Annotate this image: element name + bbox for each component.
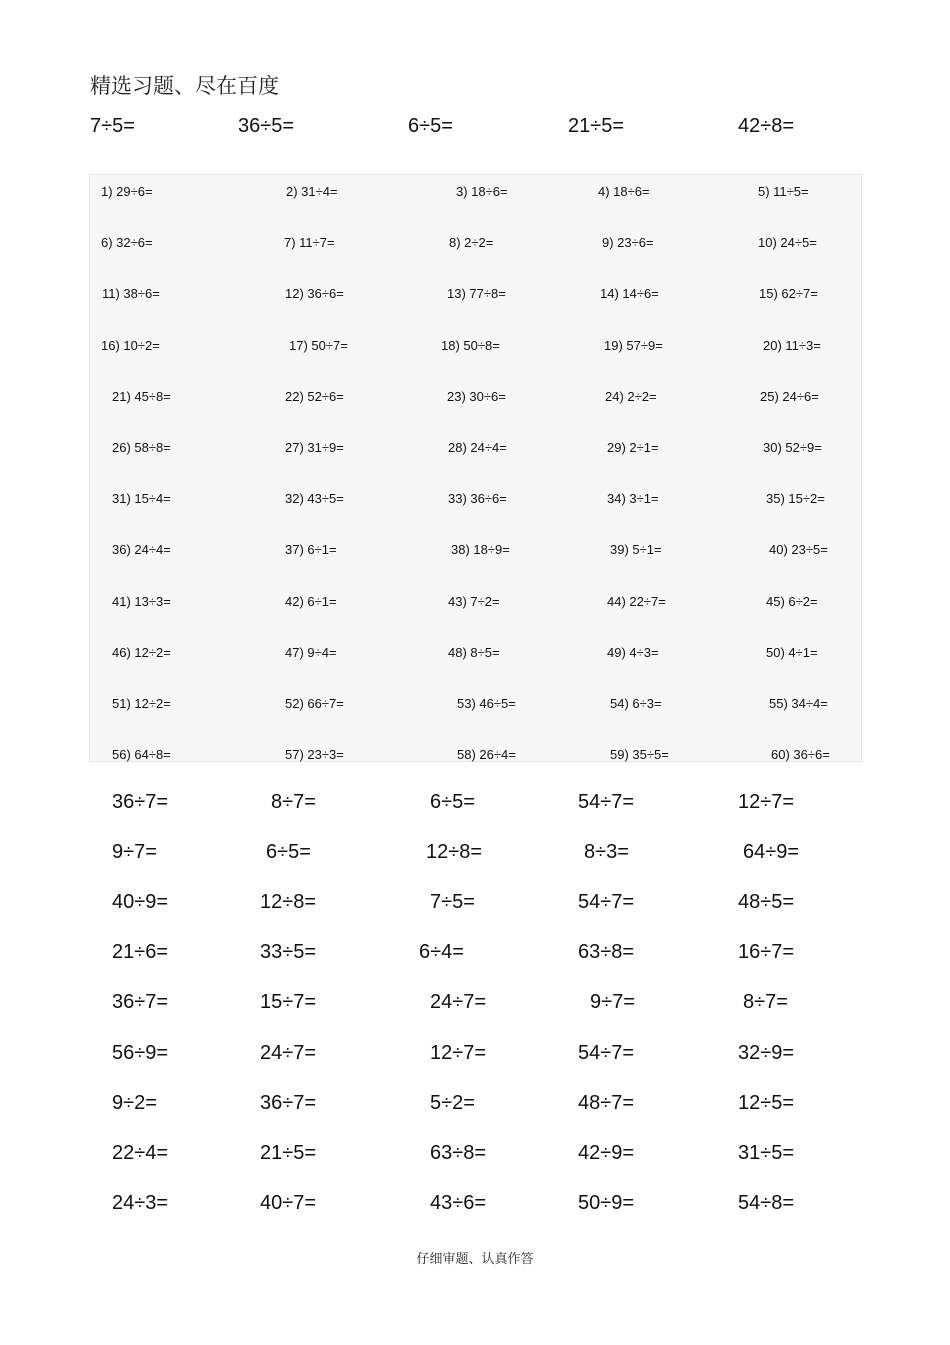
practice-problem: 56÷9=	[112, 1041, 169, 1064]
practice-problem: 36÷7=	[112, 991, 169, 1014]
practice-problem: 9÷7=	[590, 991, 635, 1014]
numbered-problem: 27) 31÷9=	[285, 440, 344, 455]
numbered-problem: 40) 23÷5=	[769, 542, 828, 558]
top-problem: 6÷5=	[408, 115, 453, 137]
practice-problem: 24÷3=	[112, 1191, 169, 1214]
practice-problem: 63÷8=	[430, 1141, 487, 1164]
practice-problem: 9÷7=	[112, 841, 157, 864]
numbered-problem: 2) 31÷4=	[286, 184, 338, 199]
practice-problem: 12÷7=	[430, 1041, 487, 1064]
numbered-problem: 59) 35÷5=	[610, 747, 669, 763]
top-problem: 21÷5=	[568, 115, 625, 137]
page-footer: 仔细审题、认真作答	[416, 1252, 534, 1267]
practice-problem: 48÷5=	[738, 891, 795, 914]
numbered-problem: 7) 11÷7=	[284, 235, 335, 251]
numbered-problem: 14) 14÷6=	[600, 286, 659, 302]
top-problem: 7÷5=	[90, 115, 135, 137]
numbered-problem: 53) 46÷5=	[457, 696, 516, 711]
practice-problem: 54÷7=	[578, 891, 635, 914]
numbered-problem: 29) 2÷1=	[607, 440, 659, 455]
numbered-problem: 28) 24÷4=	[448, 440, 507, 455]
top-problem: 42÷8=	[738, 115, 795, 137]
practice-problem: 15÷7=	[260, 991, 317, 1014]
numbered-problem: 11) 38÷6=	[102, 286, 160, 302]
numbered-problem: 36) 24÷4=	[112, 542, 171, 558]
numbered-problem: 38) 18÷9=	[451, 542, 510, 558]
practice-problem: 42÷9=	[578, 1141, 635, 1164]
practice-problem: 31÷5=	[738, 1141, 795, 1164]
numbered-problem: 13) 77÷8=	[447, 286, 506, 302]
numbered-problem: 58) 26÷4=	[457, 747, 516, 763]
numbered-problem: 39) 5÷1=	[610, 542, 662, 558]
numbered-problem: 55) 34÷4=	[769, 696, 828, 711]
numbered-problem: 31) 15÷4=	[112, 491, 171, 507]
practice-problem: 64÷9=	[743, 841, 800, 864]
numbered-problem: 45) 6÷2=	[766, 593, 818, 609]
numbered-problem: 22) 52÷6=	[285, 388, 344, 404]
practice-problem: 5÷2=	[430, 1091, 475, 1114]
numbered-problem: 8) 2÷2=	[449, 235, 494, 251]
numbered-problem: 3) 18÷6=	[456, 184, 508, 199]
practice-problem: 12÷5=	[738, 1091, 795, 1114]
numbered-problem: 37) 6÷1=	[285, 542, 337, 558]
numbered-problem: 43) 7÷2=	[448, 593, 500, 609]
numbered-problem: 46) 12÷2=	[112, 644, 171, 660]
practice-problem: 6÷4=	[419, 941, 464, 964]
numbered-problem: 42) 6÷1=	[285, 593, 337, 609]
numbered-problem: 52) 66÷7=	[285, 696, 344, 711]
numbered-problem: 60) 36÷6=	[771, 747, 830, 763]
practice-problem: 22÷4=	[112, 1141, 169, 1164]
practice-problem: 63÷8=	[578, 941, 635, 964]
numbered-problem: 41) 13÷3=	[112, 593, 171, 609]
practice-problem: 21÷6=	[112, 941, 169, 964]
page-title: 精选习题、尽在百度	[90, 74, 279, 98]
numbered-problem: 49) 4÷3=	[607, 644, 659, 660]
practice-problem: 8÷7=	[271, 791, 316, 813]
numbered-problem-grid	[89, 174, 862, 762]
practice-problem: 8÷7=	[743, 991, 788, 1014]
numbered-problem: 44) 22÷7=	[607, 593, 666, 609]
practice-problem: 43÷6=	[430, 1191, 487, 1214]
practice-problem: 40÷9=	[112, 891, 169, 914]
practice-problem: 21÷5=	[260, 1141, 317, 1164]
numbered-problem: 18) 50÷8=	[441, 337, 500, 353]
practice-problem: 54÷8=	[738, 1191, 795, 1214]
practice-problem: 16÷7=	[738, 941, 795, 964]
practice-problem: 50÷9=	[578, 1191, 635, 1214]
practice-problem: 36÷7=	[112, 791, 169, 813]
numbered-problem: 33) 36÷6=	[448, 491, 507, 507]
numbered-problem: 48) 8÷5=	[448, 644, 500, 660]
practice-problem: 12÷7=	[738, 791, 795, 813]
practice-problem: 6÷5=	[430, 791, 475, 813]
practice-problem: 12÷8=	[260, 891, 317, 914]
practice-problem: 33÷5=	[260, 941, 317, 964]
numbered-problem: 32) 43÷5=	[285, 491, 344, 507]
numbered-problem: 57) 23÷3=	[285, 747, 344, 763]
practice-problem: 32÷9=	[738, 1041, 795, 1064]
practice-problem: 9÷2=	[112, 1091, 157, 1114]
numbered-problem: 16) 10÷2=	[101, 337, 160, 353]
numbered-problem: 5) 11÷5=	[758, 184, 809, 199]
practice-problem: 48÷7=	[578, 1091, 635, 1114]
numbered-problem: 26) 58÷8=	[112, 440, 171, 455]
numbered-problem: 35) 15÷2=	[766, 491, 825, 507]
practice-problem: 7÷5=	[430, 891, 475, 914]
numbered-problem: 20) 11÷3=	[763, 337, 821, 353]
numbered-problem: 4) 18÷6=	[598, 184, 650, 199]
practice-problem: 8÷3=	[584, 841, 629, 864]
practice-problem: 24÷7=	[430, 991, 487, 1014]
numbered-problem: 23) 30÷6=	[447, 388, 506, 404]
practice-problem: 54÷7=	[578, 791, 635, 813]
practice-problem: 40÷7=	[260, 1191, 317, 1214]
practice-problem: 54÷7=	[578, 1041, 635, 1064]
numbered-problem: 34) 3÷1=	[607, 491, 659, 507]
numbered-problem: 56) 64÷8=	[112, 747, 171, 763]
numbered-problem: 1) 29÷6=	[101, 184, 153, 199]
numbered-problem: 17) 50÷7=	[289, 337, 348, 353]
numbered-problem: 24) 2÷2=	[605, 388, 657, 404]
numbered-problem: 25) 24÷6=	[760, 388, 819, 404]
numbered-problem: 50) 4÷1=	[766, 644, 818, 660]
numbered-problem: 9) 23÷6=	[602, 235, 654, 251]
numbered-problem: 10) 24÷5=	[758, 235, 817, 251]
practice-problem: 36÷7=	[260, 1091, 317, 1114]
numbered-problem: 30) 52÷9=	[763, 440, 822, 455]
numbered-problem: 19) 57÷9=	[604, 337, 663, 353]
numbered-problem: 54) 6÷3=	[610, 696, 662, 711]
top-problem: 36÷5=	[238, 115, 295, 137]
numbered-problem: 47) 9÷4=	[285, 644, 337, 660]
practice-problem: 24÷7=	[260, 1041, 317, 1064]
practice-problem: 6÷5=	[266, 841, 311, 864]
numbered-problem: 6) 32÷6=	[101, 235, 153, 251]
numbered-problem: 51) 12÷2=	[112, 696, 171, 711]
numbered-problem: 21) 45÷8=	[112, 388, 171, 404]
practice-problem: 12÷8=	[426, 841, 483, 864]
numbered-problem: 15) 62÷7=	[759, 286, 818, 302]
numbered-problem: 12) 36÷6=	[285, 286, 344, 302]
